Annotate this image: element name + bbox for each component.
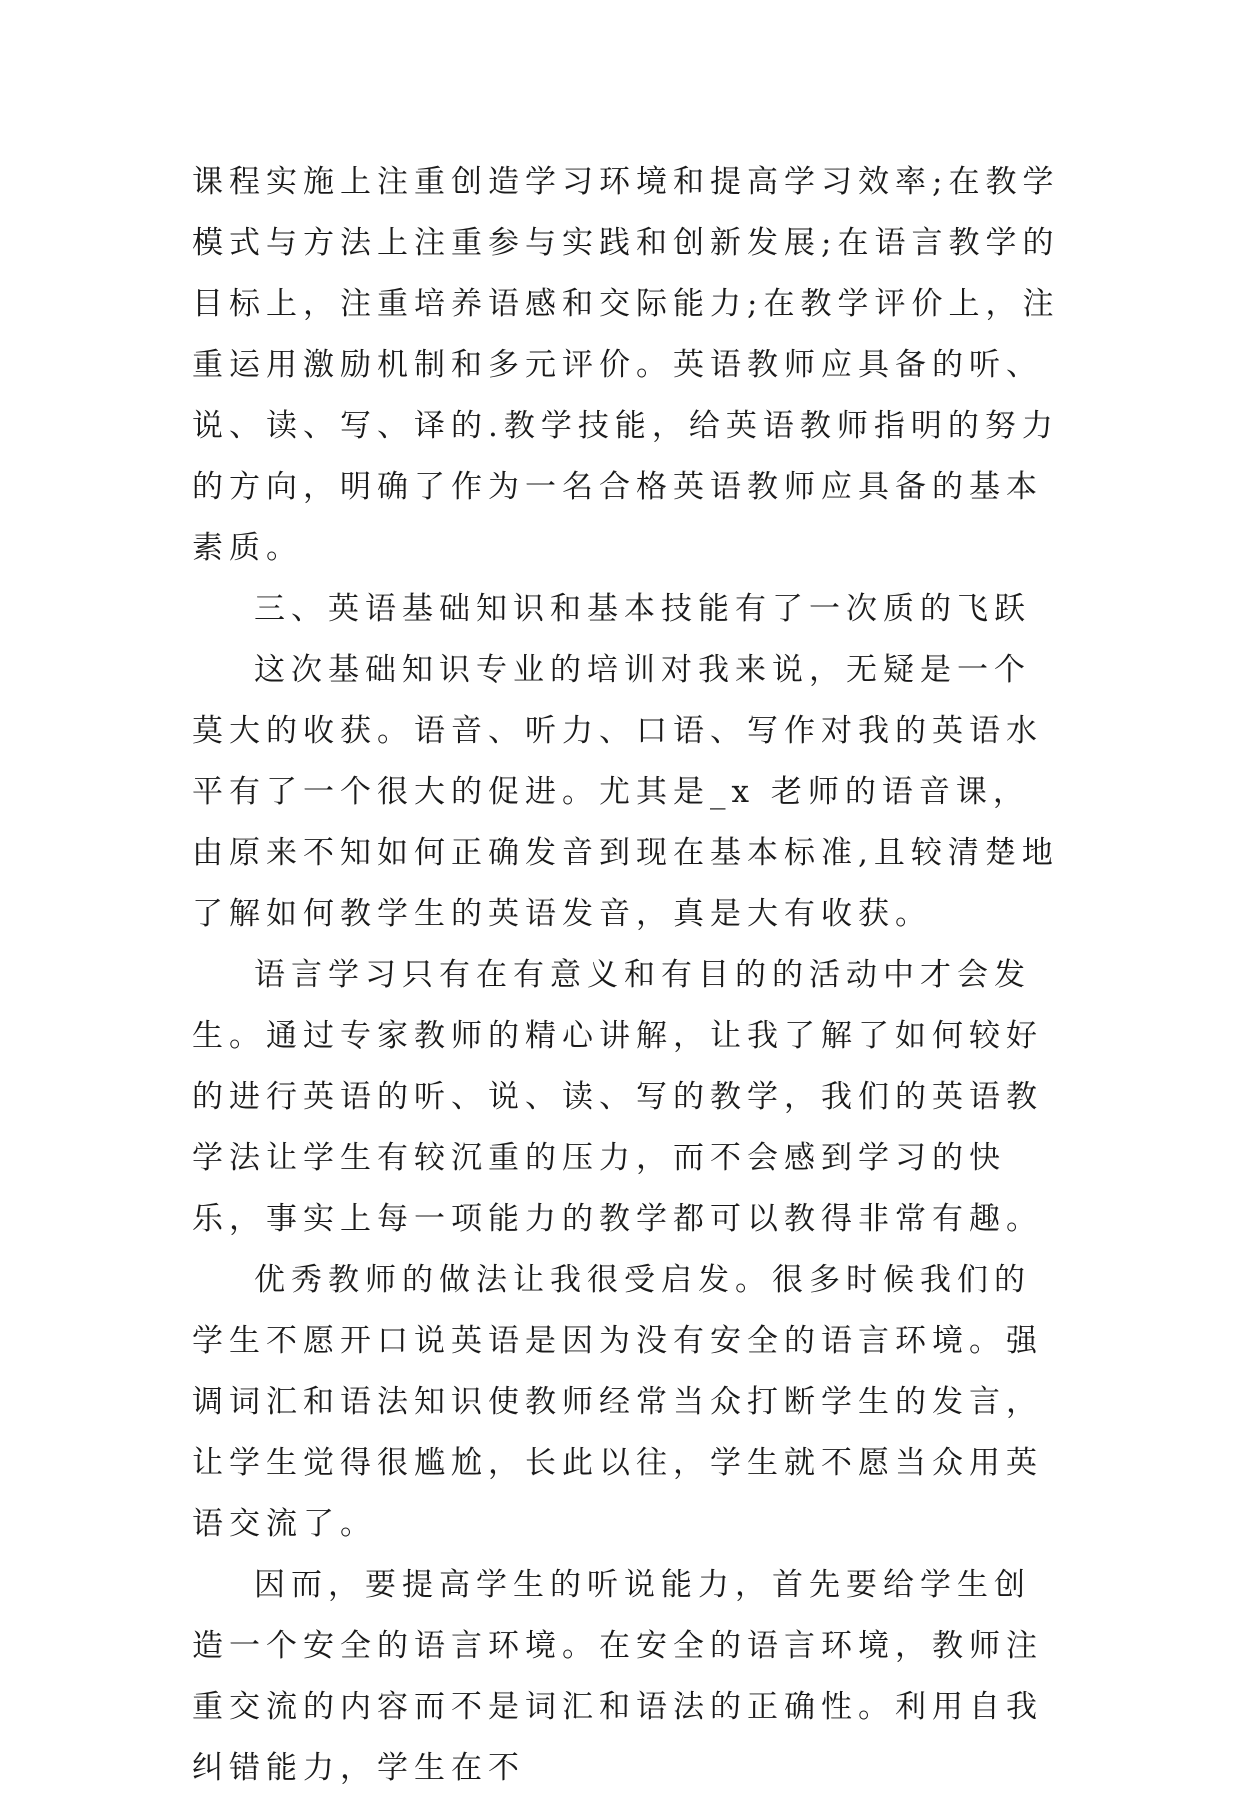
document-body bbox=[192, 152, 1062, 1799]
paragraph: 优秀教师的做法让我很受启发。很多时候我们的学生不愿开口说英语是因为没有安全的语言环境。强调词汇和语法知识使教师经常当众打断学生的发言，让学生觉得很尴尬，长此以往，学生就不愿当众用英语交流了。 bbox=[192, 1262, 1043, 1542]
paragraph-continuation: 课程实施上注重创造学习环境和提高学习效率;在教学模式与方法上注重参与实践和创新发展;在语言教学的目标上，注重培养语感和交际能力;在教学评价上，注重运用激励机制和多元评价。英语教师应具备的听、说、读、写、译的.教学技能，给英语教师指明的努力的方向，明确了作为一名合格英语教师应具备的基本素质。 bbox=[192, 164, 1060, 566]
paragraph: 因而，要提高学生的听说能力，首先要给学生创造一个安全的语言环境。在安全的语言环境，教师注重交流的内容而不是词汇和语法的正确性。利用自我纠错能力，学生在不 bbox=[192, 1567, 1043, 1786]
section-heading: 三、英语基础知识和基本技能有了一次质的飞跃 bbox=[254, 591, 1031, 627]
paragraph: 这次基础知识专业的培训对我来说，无疑是一个莫大的收获。语音、听力、口语、写作对我的英语水平有了一个很大的促进。尤其是_x 老师的语音课，由原来不知如何正确发音到现在基本标准,且较清楚地了解如何教学生的英语发音，真是大有收获。 bbox=[192, 652, 1059, 932]
paragraph: 语言学习只有在有意义和有目的的活动中才会发生。通过专家教师的精心讲解，让我了解了如何较好的进行英语的听、说、读、写的教学，我们的英语教学法让学生有较沉重的压力，而不会感到学习的快乐，事实上每一项能力的教学都可以教得非常有趣。 bbox=[192, 957, 1043, 1237]
